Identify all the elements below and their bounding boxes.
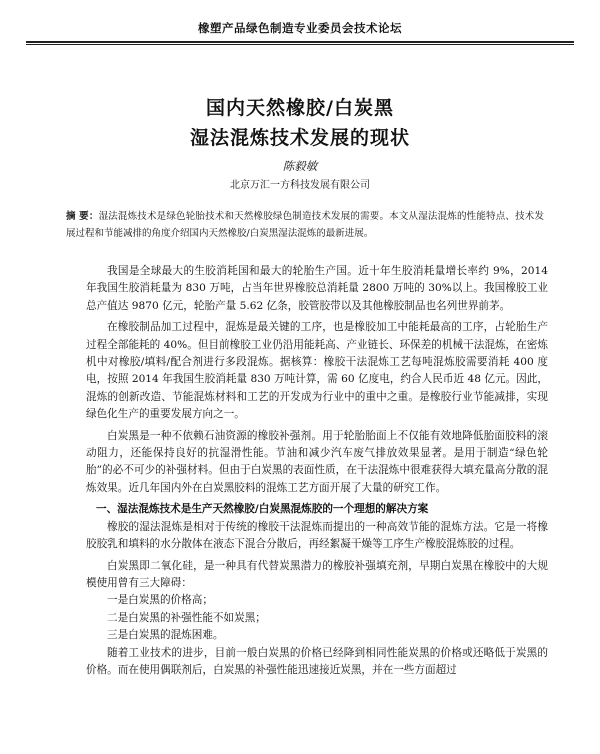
paragraph-6: 随着工业技术的进步，目前一般白炭黑的价格已经降到相同性能炭黑的价格或还略低于炭黑的价格。而在使用偶联剂后，白炭黑的补强性能迅速接近炭黑，并在一些方面超过 <box>86 646 548 676</box>
section-heading-1: 一、湿法混炼技术是生产天然橡胶/白炭黑混炼胶的一个理想的解决方案 <box>96 503 429 516</box>
header-rule-thin <box>26 44 574 45</box>
body-text <box>86 263 548 683</box>
list-item-1: 一是白炭黑的价格高； <box>107 594 213 607</box>
paragraph-2: 在橡胶制品加工过程中，混炼是最关键的工序，也是橡胶加工中能耗最高的工序，占轮胎生产过程全部能耗的 40%。但目前橡胶工业仍沿用能耗高、产业链长、环保差的机械干法混炼，在密炼机中对橡胶/填料/配合剂进行多段混炼。据核算：橡胶干法混炼工艺每吨混炼胶需要消耗 400 度电，按照 2014 年我国生胶消耗量 830 万吨计算，需 60 亿度电，约合人民币近 48 亿元。因此，混炼的创新改造、节能混炼材料和工艺的开发成为行业中的重中之重。是橡胶行业节能减排，实现绿色化生产的重要发展方向之一。 <box>86 321 548 421</box>
paper-title-line2: 湿法混炼技术发展的现状 <box>189 127 410 149</box>
paper-title-line1: 国内天然橡胶/白炭黑 <box>206 97 394 119</box>
abstract-text: 湿法混炼技术是绿色轮胎技术和天然橡胶绿色制造技术发展的需要。本文从湿法混炼的性能特点、技术发展过程和节能减排的角度介绍国内天然橡胶/白炭黑湿法混炼的最新进展。 <box>66 211 544 239</box>
abstract-label: 摘 要： <box>66 211 99 222</box>
paragraph-1: 我国是全球最大的生胶消耗国和最大的轮胎生产国。近十年生胶消耗量增长率约 9%，2014 年我国生胶消耗量为 830 万吨，占当年世界橡胶总消耗量 2800 万吨的 30%以上。我国橡胶工业总产值达 9870 亿元，轮胎产量 5.62 亿条，胶管胶带以及其他橡胶制品也名列世界前茅。 <box>86 265 548 312</box>
list-item-3: 三是白炭黑的混炼困难。 <box>107 629 224 642</box>
list-item-2: 二是白炭黑的补强性能不如炭黑； <box>107 611 266 624</box>
author-name: 陈毅敏 <box>282 159 318 173</box>
author-affiliation: 北京万汇一方科技发展有限公司 <box>230 180 370 191</box>
paragraph-3: 白炭黑是一种不依赖石油资源的橡胶补强剂。用于轮胎胎面上不仅能有效地降低胎面胶料的滚动阻力，还能保持良好的抗湿滑性能。节油和减少汽车废气排放效果显著。是用于制造“绿色轮胎”的必不可少的补强材料。但由于白炭黑的表面性质，在干法混炼中很难获得大填充量高分散的混炼效果。近几年国内外在白炭黑胶料的混炼工艺方面开展了大量的研究工作。 <box>86 429 548 494</box>
abstract <box>66 208 544 242</box>
header-rule <box>26 41 574 43</box>
paragraph-4: 橡胶的湿法混炼是相对于传统的橡胶干法混炼而提出的一种高效节能的混炼方法。它是一将橡胶胶乳和填料的水分散体在液态下混合分散后，再经絮凝干燥等工序生产橡胶混炼胶的过程。 <box>86 520 548 551</box>
journal-header: 橡塑产品绿色制造专业委员会技术论坛 <box>198 21 402 35</box>
paragraph-5: 白炭黑即二氧化硅，是一种具有代替炭黑潜力的橡胶补强填充剂，早期白炭黑在橡胶中的大规模使用曾有三大障碍： <box>86 559 548 589</box>
